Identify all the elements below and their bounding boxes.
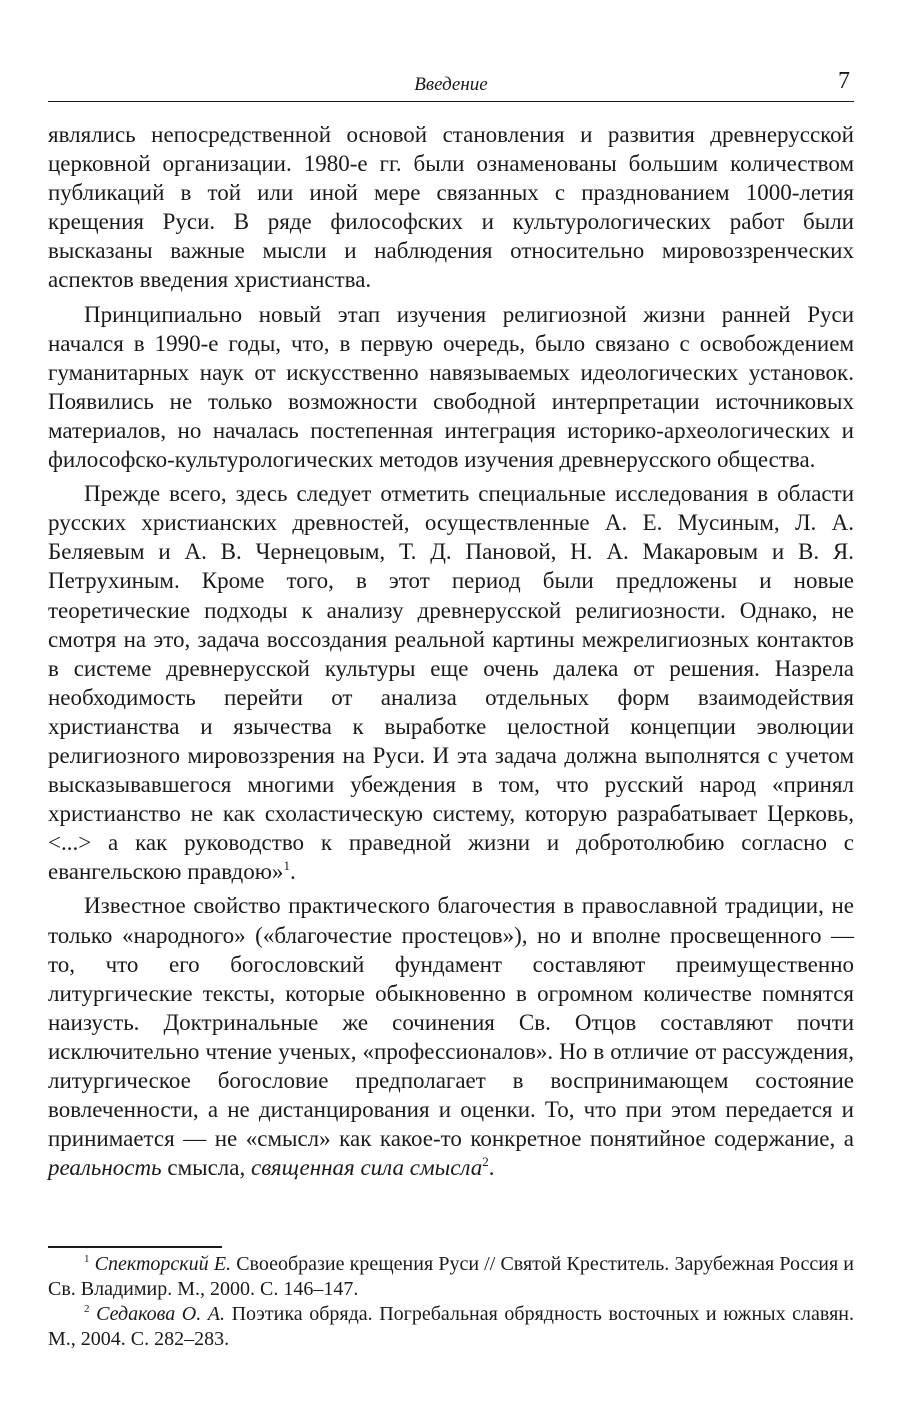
footnote-2 xyxy=(48,1302,854,1352)
footnote-1-text: Своеобразие крещения Руси // Святой Креститель. Зарубежная Россия и Св. Владимир. М., 2000. С. 146–147. xyxy=(48,1253,855,1300)
paragraph-4 xyxy=(48,891,854,1182)
paragraph-3 xyxy=(48,479,854,886)
paragraph-4-italic-2: священная сила смысла xyxy=(250,1155,483,1181)
page-number: 7 xyxy=(838,68,850,94)
footnote-2-author: Седакова О. А. xyxy=(96,1303,226,1325)
header-title: Введение xyxy=(414,74,488,95)
footnotes xyxy=(48,1252,854,1352)
paragraph-4-text: Известное свойство практического благочестия в православной традиции, не только «народного» («благочестие простецов»), но и вполне просвещенного — то, что его богословский фундамент составляют преимущественно литургические тексты, которые обыкновенно в огромном количестве помнятся наизусть. Доктринальные же сочинения Св. Отцов составляют почти исключительно чтение ученых, «профессионалов». Но в отличие от рассуждения, литургическое богословие предполагает в воспринимающем состояние вовлеченности, а не дистанцирования и оценки. То, что при этом передается и принимается — не «смысл» как какое-то конкретное понятийное содержание, а xyxy=(48,893,854,1152)
footnote-ref-2[interactable]: 2 xyxy=(482,1154,489,1170)
paragraph-1-text: являлись непосредственной основой становления и развития древнерусской церковной организации. 1980-е гг. были ознаменованы большим количеством публикаций в той или иной мере связанных с празднованием 1000-летия крещения Руси. В ряде философских и культурологических работ были высказаны важные мысли и наблюдения относительно мировоззренческих аспектов введения христианства. xyxy=(48,122,854,293)
footnote-1-marker: 1 xyxy=(84,1253,90,1265)
paragraph-4-mid: смысла, xyxy=(161,1155,251,1181)
paragraph-3-end: . xyxy=(289,859,296,885)
paragraph-2-text: Принципиально новый этап изучения религиозной жизни ранней Руси начался в 1990-е годы, что, в первую очередь, было связано с освобождением гуманитарных наук от искусственно навязываемых идеологических установок. Появились не только возможности свободной интерпретации источниковых материалов, но началась постепенная интеграция историко-археологических и философско-культурологических методов изучения древнерусского общества. xyxy=(48,301,854,473)
paragraph-4-italic-1: реальность xyxy=(48,1155,162,1181)
paragraph-4-end: . xyxy=(488,1155,495,1181)
footnote-2-marker: 2 xyxy=(84,1303,90,1315)
footnote-2-text: Поэтика обряда. Погребальная обрядность восточных и южных славян. М., 2004. С. 282–283. xyxy=(48,1303,854,1350)
footnote-ref-1[interactable]: 1 xyxy=(283,858,290,874)
paragraph-2 xyxy=(48,300,854,475)
footnote-1-author: Спекторский Е. xyxy=(94,1253,232,1275)
main-text xyxy=(48,120,854,1182)
footnote-1 xyxy=(48,1252,854,1302)
running-header xyxy=(48,70,854,100)
paragraph-1 xyxy=(48,120,854,295)
footnote-rule xyxy=(48,1246,222,1248)
header-rule xyxy=(48,101,854,102)
paragraph-3-text: Прежде всего, здесь следует отметить специальные исследования в области русских христианских древностей, осуществленные А. Е. Мусиным, Л. А. Беляевым и А. В. Чернецовым, Т. Д. Пановой, Н. А. Макаровым и В. Я. Петрухиным. Кроме того, в этот период были предложены и новые теоретические подходы к анализу древнерусской религиозности. Однако, не смотря на это, задача воссоздания реальной картины межрелигиозных контактов в системе древнерусской культуры еще очень далека от решения. Назрела необходимость перейти от анализа отдельных форм взаимодействия христианства и язычества к выработке целостной концепции эволюции религиозного мировоззрения на Руси. И эта задача должна выполнятся с учетом высказывавшегося многими убеждения в том, что русский народ «принял христианство не как схоластическую систему, которую разрабатывает Церковь, <...> а как руководство к праведной жизни и добротолюбию согласно с евангельскою правдою» xyxy=(48,481,854,885)
